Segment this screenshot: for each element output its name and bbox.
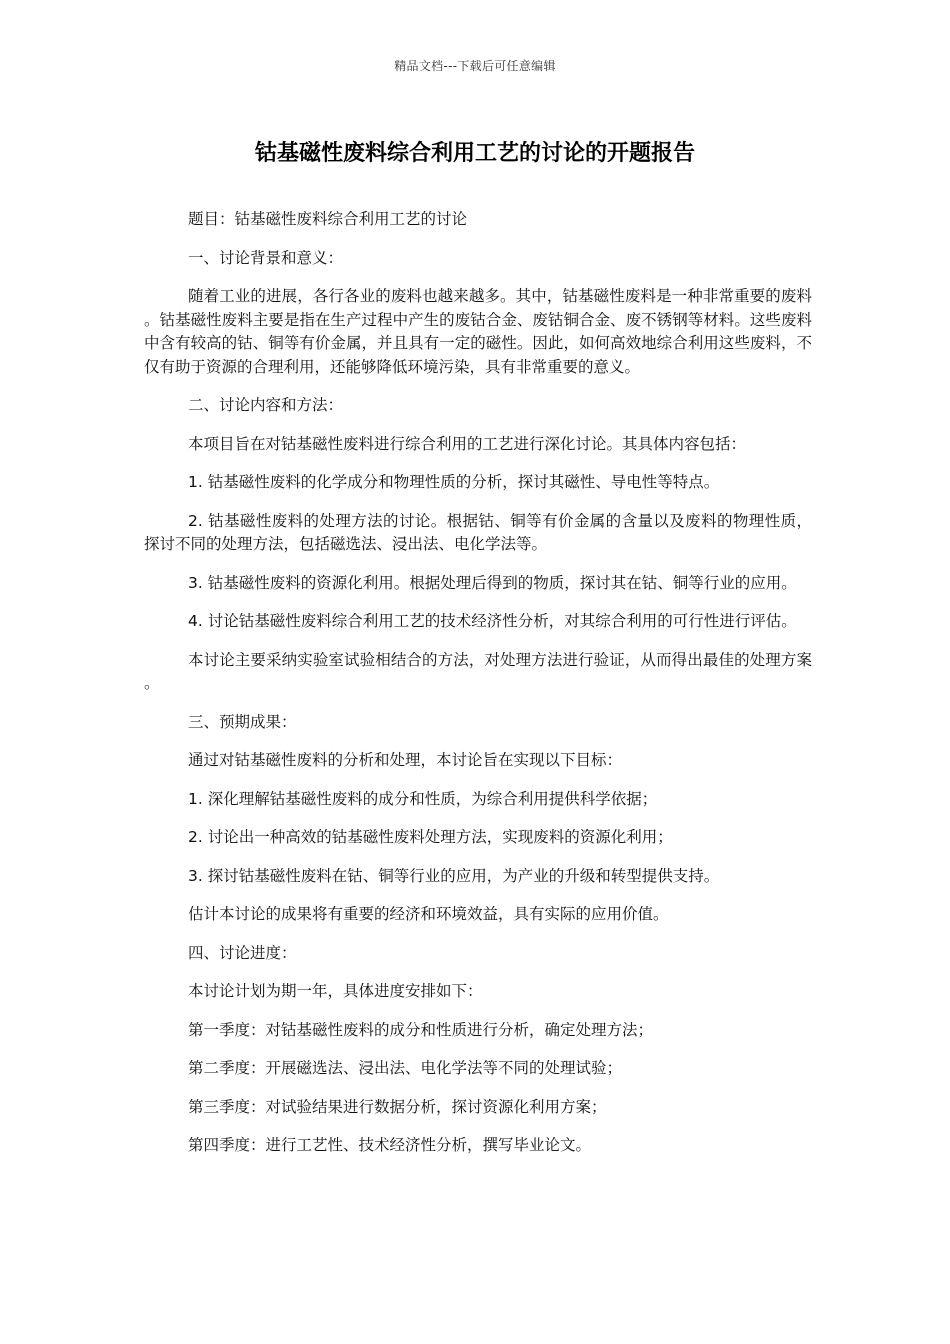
schedule-q2: 第二季度：开展磁选法、浸出法、电化学法等不同的处理试验； <box>188 1059 623 1077</box>
document-title: 钴基磁性废料综合利用工艺的讨论的开题报告 <box>254 141 695 166</box>
document-body <box>144 208 812 1173</box>
schedule-q3: 第三季度：对试验结果进行数据分析，探讨资源化利用方案； <box>188 1097 607 1116</box>
section-heading-content-methods: 二、讨论内容和方法： <box>188 396 344 414</box>
section-heading-background: 一、讨论背景和意义： <box>188 248 344 267</box>
schedule-q1: 第一季度：对钴基磁性废料的成分和性质进行分析，确定处理方法； <box>188 1020 654 1039</box>
header-note: 精品文档---下载后可任意编辑 <box>394 59 556 73</box>
topic-line: 题目：钴基磁性废料综合利用工艺的讨论 <box>188 210 468 228</box>
schedule-intro-paragraph: 本讨论计划为期一年，具体进度安排如下： <box>188 982 483 1000</box>
results-summary-paragraph: 估计本讨论的成果将有重要的经济和环境效益，具有实际的应用价值。 <box>188 905 669 923</box>
content-item-1: 1. 钴基磁性废料的化学成分和物理性质的分析，探讨其磁性、导电性等特点。 <box>188 473 720 491</box>
section-heading-expected-results: 三、预期成果： <box>188 712 297 731</box>
content-item-3: 3. 钴基磁性废料的资源化利用。根据处理后得到的物质，探讨其在钴、铜等行业的应用。 <box>188 573 797 592</box>
methods-paragraph: 本讨论主要采纳实验室试验相结合的方法，对处理方法进行验证，从而得出最佳的处理方案。 <box>144 650 812 692</box>
section-heading-schedule: 四、讨论进度： <box>188 943 297 962</box>
results-item-3: 3. 探讨钴基磁性废料在钴、铜等行业的应用，为产业的升级和转型提供支持。 <box>188 866 720 885</box>
results-item-1: 1. 深化理解钴基磁性废料的成分和性质，为综合利用提供科学依据； <box>188 789 658 808</box>
schedule-q4: 第四季度：进行工艺性、技术经济性分析，撰写毕业论文。 <box>188 1136 592 1154</box>
content-intro-paragraph: 本项目旨在对钴基磁性废料进行综合利用的工艺进行深化讨论。其具体内容包括： <box>188 434 747 453</box>
content-item-4: 4. 讨论钴基磁性废料综合利用工艺的技术经济性分析，对其综合利用的可行性进行评估。 <box>188 612 797 630</box>
results-intro-paragraph: 通过对钴基磁性废料的分析和处理，本讨论旨在实现以下目标： <box>188 751 623 769</box>
content-item-2: 2. 钴基磁性废料的处理方法的讨论。根据钴、铜等有价金属的含量以及废料的物理性质，探讨不同的处理方法，包括磁选法、浸出法、电化学法等。 <box>144 511 812 553</box>
background-paragraph: 随着工业的进展，各行各业的废料也越来越多。其中，钴基磁性废料是一种非常重要的废料。钴基磁性废料主要是指在生产过程中产生的废钴合金、废钴铜合金、废不锈钢等材料。这些废料中含有较高的钴、铜等有价金属，并且具有一定的磁性。因此，如何高效地综合利用这些废料，不仅有助于资源的合理利用，还能够降低环境污染，具有非常重要的意义。 <box>144 287 812 376</box>
results-item-2: 2. 讨论出一种高效的钴基磁性废料处理方法，实现废料的资源化利用； <box>188 828 673 846</box>
